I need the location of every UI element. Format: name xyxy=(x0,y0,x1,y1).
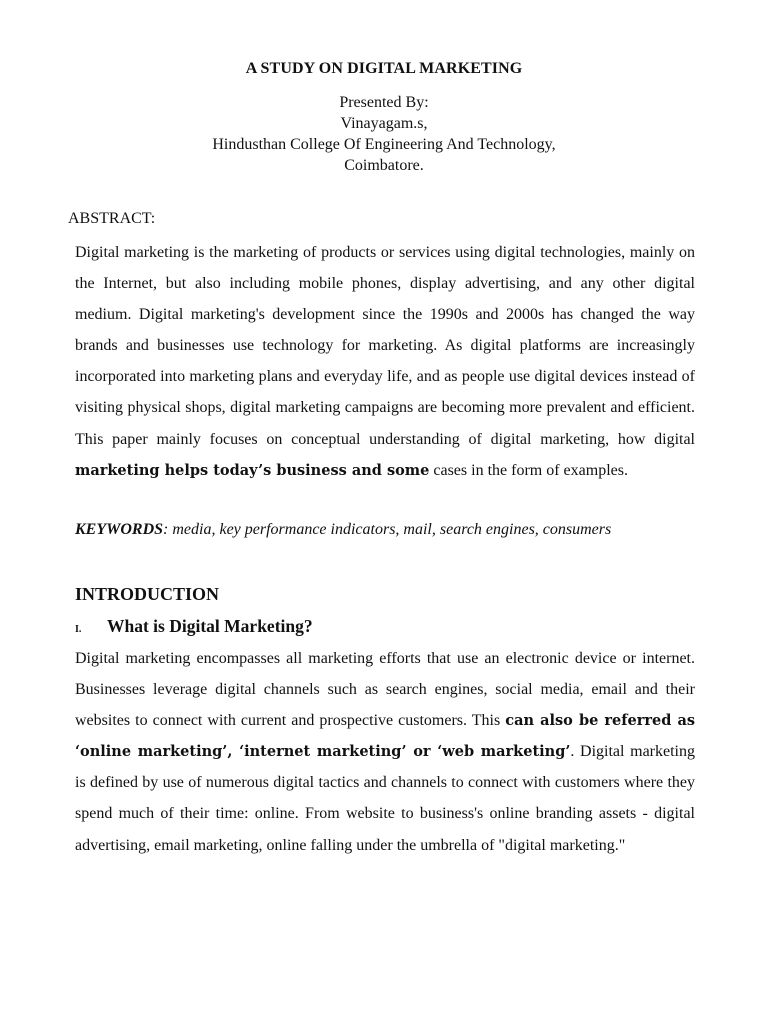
intro-bold-run: can also be referred as ‘online marketing’, ‘internet marketing’ or ‘web marketing’ xyxy=(75,712,695,761)
paper-title: A STUDY ON DIGITAL MARKETING xyxy=(245,60,523,77)
abstract-text-end: cases in the form of examples. xyxy=(429,461,628,479)
author-institution: Hindusthan College Of Engineering And Technology, xyxy=(212,136,556,153)
author-city: Coimbatore. xyxy=(344,157,424,174)
introduction-heading: INTRODUCTION xyxy=(75,584,220,604)
presented-by-label: Presented By: xyxy=(339,94,429,111)
abstract-bold-run: marketing helps today’s business and some xyxy=(75,461,430,479)
subsection-number: I. xyxy=(75,624,82,635)
keywords-text: : media, key performance indicators, mail, search engines, consumers xyxy=(163,521,612,538)
abstract-text: Digital marketing is the marketing of products or services using digital technologies, mainly on the Internet, but also including mobile phones, display advertising, and any other digital medium. Digital marketing's development since the 1990s and 2000s has changed the way brands and businesses use technology for marketing. As digital platforms are increasingly incorporated into marketing plans and everyday life, and as people use digital devices instead of visiting physical shops, digital marketing campaigns are becoming more prevalent and efficient. This paper mainly focuses on conceptual understanding of digital marketing, how digital xyxy=(75,244,695,448)
keywords-line xyxy=(75,521,611,539)
subsection-heading xyxy=(75,616,313,637)
intro-text-start: Digital marketing encompasses all marketing efforts that use an electronic device or internet. Businesses leverage digital channels such as search engines, social media, email and their websites to connect with current and prospective customers. This xyxy=(75,650,695,730)
author-name: Vinayagam.s, xyxy=(340,115,428,132)
introduction-paragraph xyxy=(75,643,695,861)
abstract-heading: ABSTRACT: xyxy=(68,210,156,227)
keywords-label: KEYWORDS xyxy=(75,521,164,538)
intro-text-end: . Digital marketing is defined by use of numerous digital tactics and channels to connect with customers where they spend much of their time: online. From website to business's online branding assets - digital advertising, email marketing, online falling under the umbrella of "digital marketing." xyxy=(75,743,695,854)
subsection-title: What is Digital Marketing? xyxy=(107,616,313,636)
abstract-paragraph xyxy=(75,237,695,486)
